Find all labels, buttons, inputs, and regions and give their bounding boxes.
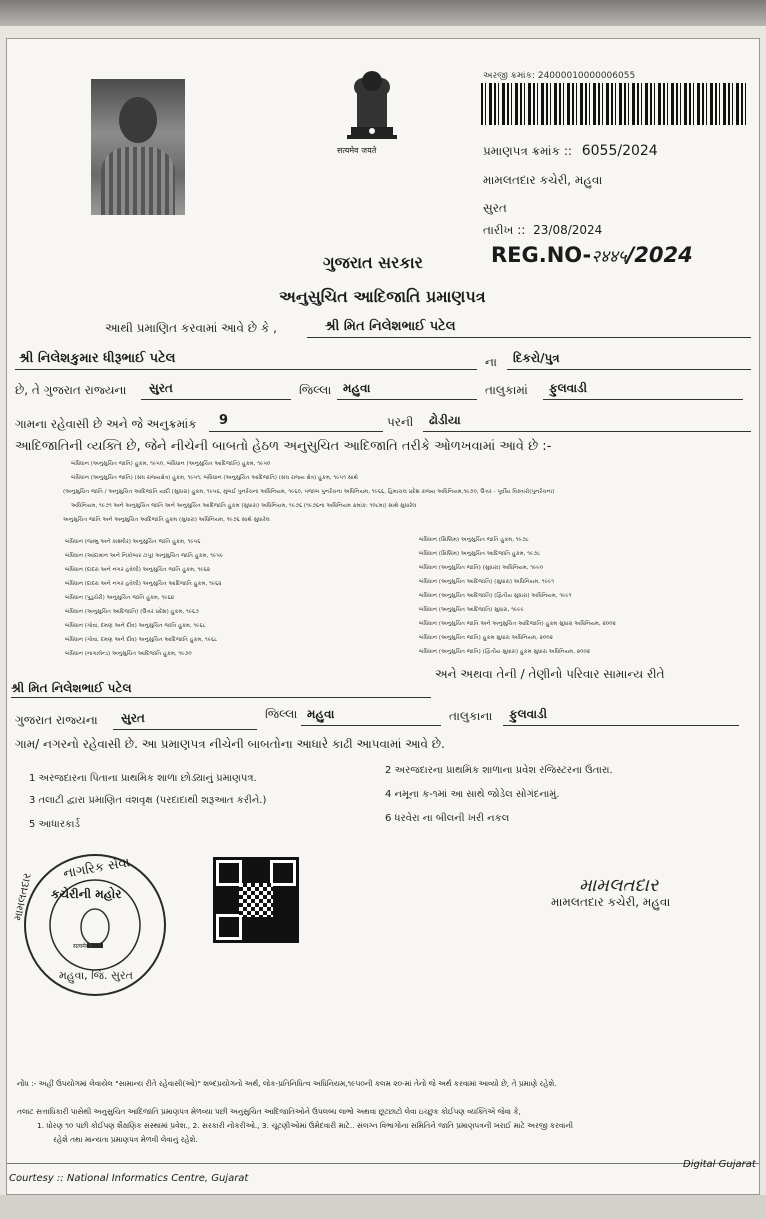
reg-no-handwritten: २४४५: [591, 247, 627, 267]
order-line: બંધિધાન (અનુસુચિત જાતિ) (સંઘ રાજ્યક્ષેત્ર) હુકમ, ૧૯૫૧, બંધિધાન (અનુસુચિત આદિજાતિ) (સંઘ રાજ્ય ક્ષેત્ર) હુકમ, ૧૯૫૧ સાથે: [71, 475, 358, 481]
order-left: બંધિધાન (દાદરા અને નગર હવેલી) અનુસુચિત આદિજાતિ હુકમ, ૧૯૬૨: [65, 581, 222, 587]
document-item: 4 નમૂના ક-૧માં આ સાથે જોડેલ સોગંદનામું.: [385, 789, 560, 800]
barcode: [481, 83, 749, 125]
document-item: 1 અરજદારના પિતાના પ્રાથમિક શાળા છોડ્યાનું પ્રમાણપત્ર.: [29, 773, 257, 784]
line4-prefix: ગામના રહેવાસી છે અને જે અનુક્રમાંક: [15, 417, 197, 431]
line5-text: આદિજાતિની વ્યક્તિ છે, જેને નીચેની બાબતો હેઠળ અનુસુચિત આદિજાતિ તરીકે ઓળખવામાં આવે છે :-: [15, 439, 552, 454]
serial-value: 9: [219, 413, 229, 428]
na-label: ના: [485, 355, 497, 369]
order-right: બંધિધાન (અનુસુચિત જાતિ) (દ્વિતીય સુધારા) હુકમ સુધારા અધિનિયમ, ૨૦૦૨: [419, 649, 591, 655]
certificate-title: અનુસુચિત આદિજાતિ પ્રમાણપત્ર: [279, 287, 486, 306]
applicant-name-again: શ્રી મિત નિલેશભાઈ પટેલ: [11, 681, 132, 695]
note-line: 1. ધોરણ ૧૦ પછી કોઈપણ શૈક્ષણિક સંસ્થામાં પ્રવેશ., 2. સરકારી નોકરીઓ., 3. ચૂંટણીઓમાં ઉમેદવારી માટે.. સંલગ્ન વિભાગોના સમિતિને જાતિ પ્રમાણપત્રની ખરાઈ માટે અરજી કરવાની: [37, 1121, 573, 1130]
reg-year: /2024: [626, 243, 693, 267]
issuing-office: મામલતદાર કચેરી, મહુવા: [483, 173, 603, 187]
relation: દિકરો/પુત્ર: [513, 351, 560, 365]
line3-prefix: છે, તે ગુજરાત રાજ્યના: [15, 383, 127, 397]
order-right: બંધિધાન (સિક્કિમ) અનુસુચિત આદિજાતિ હુકમ, ૧૯૭૮: [419, 551, 541, 557]
order-left: બંધિધાન (અનુસુચિત આદિજાતિ) (ઉત્તર પ્રદેશ) હુકમ, ૧૯૬૭: [65, 609, 200, 615]
jilla-label: જિલ્લા: [299, 383, 332, 397]
state-emblem-icon: [333, 57, 411, 157]
order-left: બંધિધાન (દાદરા અને નગર હવેલી) અનુસુચિત જાતિ હુકમ, ૧૯૬૨: [65, 567, 211, 573]
taluka-value: મહુવા: [343, 381, 371, 395]
note-line: રહેશે તથા માન્યતા પ્રમાણપત્ર મેળવી લેવાનું રહેશે.: [53, 1135, 198, 1144]
digital-gujarat-text: Digital Gujarat: [683, 1159, 756, 1170]
scan-background-bottom: [0, 1195, 766, 1219]
document-item: 2 અરજદારના પ્રાથમિક શાળાના પ્રવેશ રજિસ્ટરના ઉતારા.: [385, 765, 613, 776]
order-left: બંધિધાન (નાગાલેન્ડ) અનુસુચિત આદિજાતિ હુકમ, ૧૯૭૦: [65, 651, 192, 657]
order-line: અધિનિયમ, ૧૯૭૧ અને અનુસુચિત જાતિ અને અનુસુચિત આદિજાતિ હુકમ (સુધારા) અધિનિયમ, ૧૯૭૬ (૧૯૭૬ના અધિનિયમ ક્રમાંક: ૧૦૮મા) સાથે સુધારેલ: [71, 503, 417, 509]
date-label: તારીખ ::: [483, 223, 526, 237]
mamlatdar-signature: મામલતદાર: [579, 875, 659, 896]
order-left: બંધિધાન (ગોવા, દમણ અને દીવ) અનુસુચિત આદિજાતિ હુકમ, ૧૯૬૮: [65, 637, 218, 643]
government-title: ગુજરાત સરકાર: [323, 253, 423, 272]
issuing-district: સુરત: [483, 201, 507, 215]
village-value-2: ફુલવાડી: [509, 707, 548, 721]
order-left: બંધિધાન (ગોવા, દમણ અને દીવ) અનુસુચિત જાતિ હુકમ, ૧૯૬૮: [65, 623, 206, 629]
applicant-photo: [91, 79, 185, 215]
seal-bottom-text: મહુવા, જિ. સુરત: [59, 969, 133, 982]
seal-middle-text: કચેરીની મહોર: [51, 887, 122, 901]
order-right: બંધિધાન (અનુસુચિત જાતિ અને અનુસુચિત આદિજાતિ) હુકમ સુધારા અધિનિયમ, ૨૦૦૨: [419, 621, 616, 627]
order-line: અનુસુચિત જાતિ અને અનુસુચિત આદિજાતિ હુકમ (સુધારા) અધિનિયમ, ૧૯૭૬ સાથે સુધારેલ: [63, 517, 270, 523]
seal-motto: सत्यमेव जयते: [73, 943, 103, 950]
district-value: સુરત: [149, 381, 173, 395]
jilla-label-2: જિલ્લા: [265, 707, 298, 721]
emblem-motto: सत्यमेव जयते: [337, 146, 377, 155]
reg-no-label: REG.NO-: [491, 243, 592, 267]
document-item: 6 ધરવેરા ના બીલની ખરી નકલ: [385, 813, 510, 824]
order-right: બંધિધાન (સિક્કિમ) અનુસુચિત જાતિ હુકમ, ૧૯૭૮: [419, 537, 529, 543]
barcode-number: અરજી ક્રમાંક: 24000010000006055: [483, 71, 636, 81]
certificate-number-label: પ્રમાણપત્ર ક્રમાંક ::: [483, 144, 572, 158]
courtesy-text: Courtesy :: National Informatics Centre, Gujarat: [9, 1173, 249, 1184]
qr-code: [213, 857, 299, 943]
document-item: 3 તલાટી દ્વારા પ્રમાણિત વંશવૃક્ષ (પરદાદાથી શરૂઆત કરીને.): [29, 795, 267, 806]
order-line: બંધિધાન (અનુસુચિત જાતિ) હુકમ, ૧૯૫૦, બંધિધાન (અનુસુચિત આદિજાતિ) હુકમ, ૧૯૫૦: [71, 461, 271, 467]
order-left: બંધિધાન (પુડુચેરી) અનુસુચિત જાતિ હુકમ, ૧૯૬૪: [65, 595, 175, 601]
resident-line: ગામ/ નગરનો રહેવાસી છે. આ પ્રમાણપત્ર નીચેની બાબતોના આધારે કાઢી આપવામાં આવે છે.: [15, 737, 445, 751]
document-item: 5 આધારકાર્ડ: [29, 819, 80, 830]
note-line: તલાટ સત્તાધિકારી પાસેથી અનુસુચિત આદિજાતિ પ્રમાણપત્ર મેળવ્યા પછી અનુસુચિત આદિજાતિઓને ઉપલબ્ધ લાભો અથવા છૂટછાટો લેવા ઇચ્છુક કોઈપણ વ્યક્તિએ જેવા કે,: [17, 1107, 521, 1116]
order-right: બંધિધાન (અનુસુચિત આદિજાતિ) (દ્વિતીય સુધારા) અધિનિયમ, ૧૯૯૧: [419, 593, 572, 599]
village-value: ફુલવાડી: [549, 381, 588, 395]
order-line: (અનુસુચિત જાતિ / અનુસુચિત આદિજાતિ યાદી (સુધારા) હુકમ, ૧૯૫૬, મુંબઈ પુનર્રચના અધિનિયમ, ૧૯૬૦, પંજાબ પુનર્રચના અધિનિયમ, ૧૯૬૬, હિમાચલ પ્રદેશ રાજ્ય અધિનિયમ,૧૯૭૦, ઉત્તર - પૂર્વીય વિસ્તારો(પુનર્રચના): [63, 489, 555, 495]
order-right: બંધિધાન (અનુસુચિત જાતિ) (સુધારા) અધિનિયમ, ૧૯૯૦: [419, 565, 544, 571]
state-prefix: ગુજરાત રાજ્યના: [15, 713, 98, 727]
seal-left-text: મામલતદાર: [11, 871, 34, 922]
seal-top-text: નાગરિક સેવા: [62, 855, 131, 882]
district-value-2: સુરત: [121, 711, 145, 725]
taluka-value-2: મહુવા: [307, 707, 335, 721]
parni-label: પરની: [387, 415, 414, 429]
applicant-name: શ્રી મિત નિલેશભાઈ પટેલ: [325, 319, 456, 334]
certificate-page: [6, 38, 760, 1195]
certificate-number: 6055/2024: [581, 143, 658, 159]
order-right: બંધિધાન (અનુસુચિત જાતિ) હુકમ સુધારા અધિનિયમ, ૨૦૦૨: [419, 635, 553, 641]
order-left: બંધિધાન (જમ્મુ અને કાશ્મીર) અનુસુચિત જાતિ હુકમ, ૧૯૫૬: [65, 539, 201, 545]
tribe-value: ઢોડીયા: [429, 413, 461, 427]
certify-prefix: આથી પ્રમાણિત કરવામાં આવે છે કે ,: [105, 321, 277, 335]
order-right: બંધિધાન (અનુસુચિત આદિજાતિ) સુધારા, ૧૯૯૯: [419, 607, 524, 613]
issue-date: 23/08/2024: [533, 223, 603, 237]
taluka-label-2: તાલુકાના: [449, 709, 493, 723]
family-text: અને અથવા તેની / તેણીનો પરિવાર સામાન્ય રીતે: [435, 667, 665, 681]
order-left: બંધિધાન (આંદામાન અને નિકોબાર ટાપુ) અનુસુચિત જાતિ હુકમ, ૧૯૫૯: [65, 553, 224, 559]
order-right: બંધિધાન (અનુસુચિત આદિજાતિ) (સુધારા) અધિનિયમ, ૧૯૯૧: [419, 579, 554, 585]
taluka-label: તાલુકામાં: [485, 383, 528, 397]
scan-background-top: [0, 0, 766, 26]
signature-office: મામલતદાર કચેરી, મહુવા: [551, 895, 671, 909]
parent-name: શ્રી નિલેશકુમાર ધીરૂભાઈ પટેલ: [19, 351, 176, 366]
note-line: નોંધ :- અહીં ઉપયોગમાં લેવાયેલ "સામાન્ય રીતે રહેવાસી(ઓ)" શબ્દપ્રયોગનો અર્થ, લોક-પ્રતિનિધિત્વ અધિનિયમ,૧૯૫૦ની કલમ ૨૦-માં તેનો જે અર્થ કરવામાં આવ્યો છે, તે પ્રમાણે રહેશે.: [17, 1079, 557, 1088]
